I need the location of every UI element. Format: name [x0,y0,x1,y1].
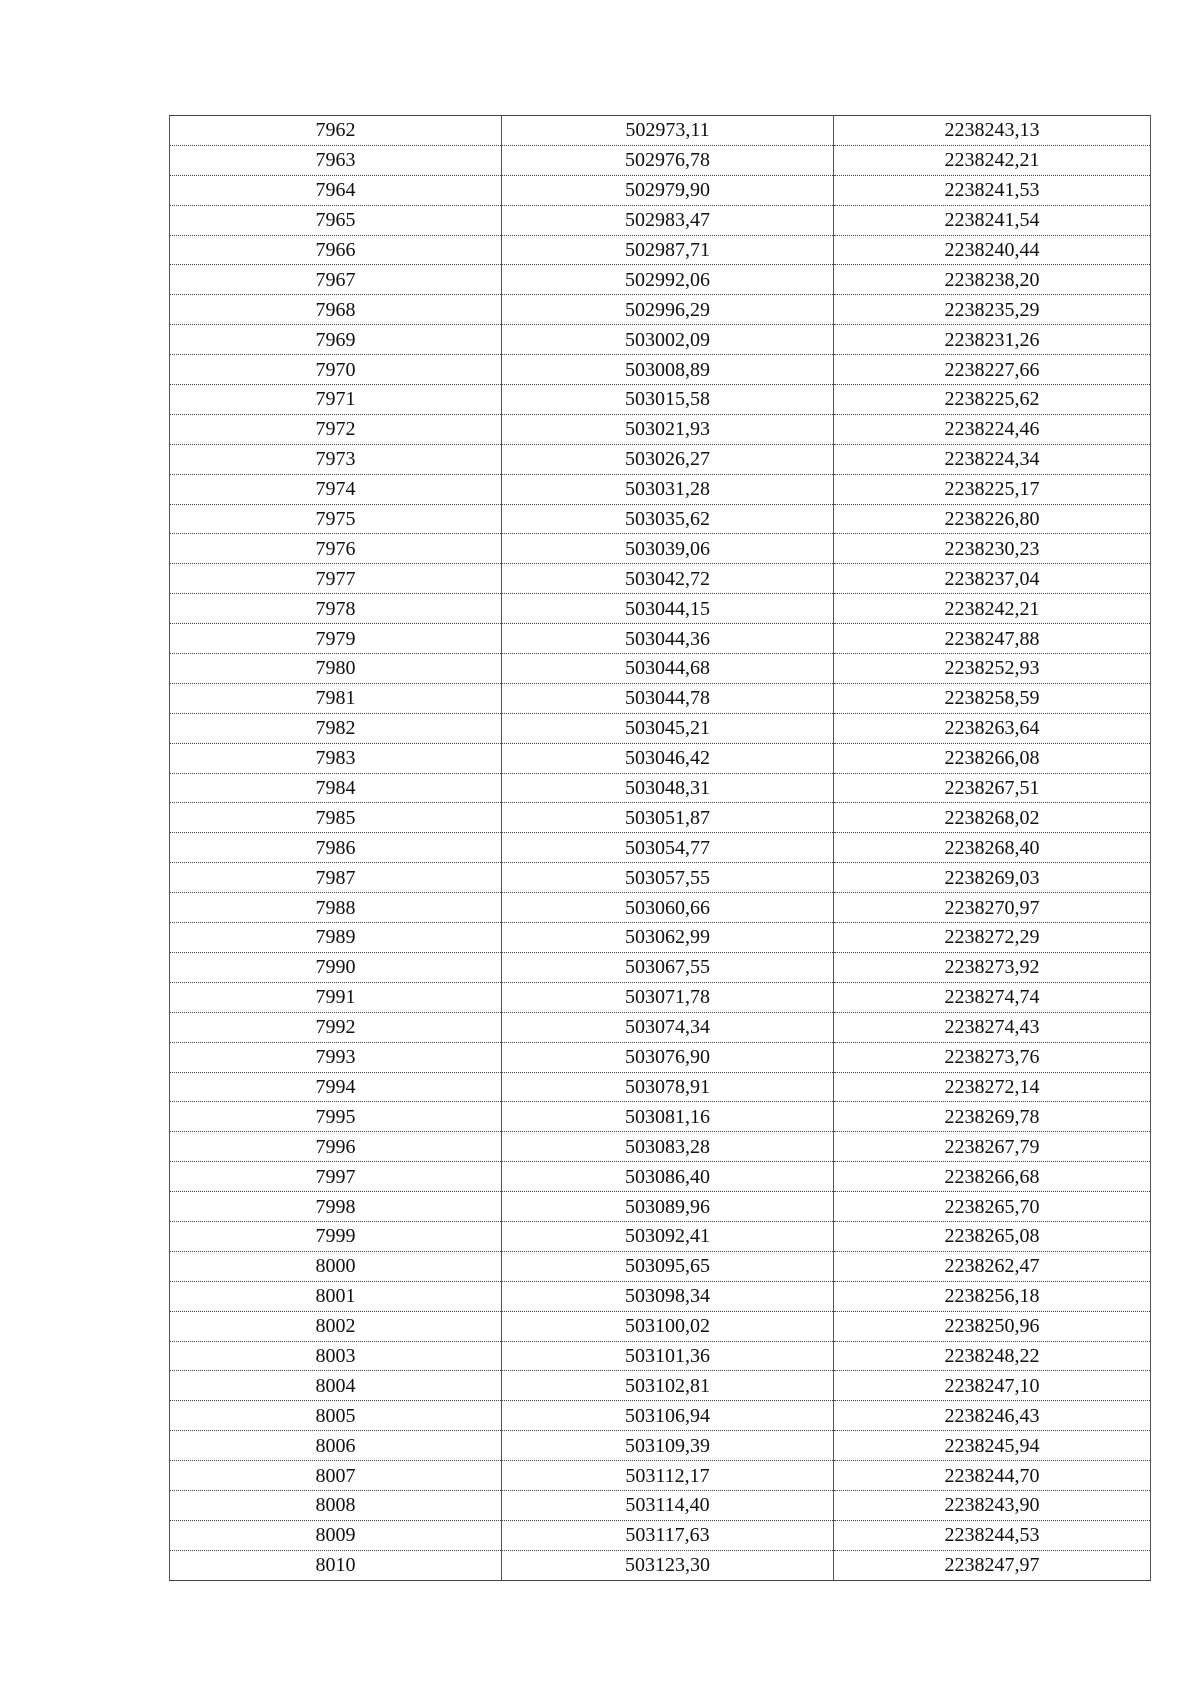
point-number-cell: 8000 [170,1251,502,1281]
x-coordinate-cell: 503102,81 [502,1371,834,1401]
table-row [170,355,1151,385]
x-coordinate-cell: 503046,42 [502,743,834,773]
point-number-cell: 8003 [170,1341,502,1371]
x-coordinate-cell: 503100,02 [502,1311,834,1341]
y-coordinate-cell: 2238274,74 [834,982,1151,1012]
x-coordinate-cell: 503026,27 [502,444,834,474]
table-row [170,803,1151,833]
table-row [170,1162,1151,1192]
x-coordinate-cell: 503089,96 [502,1192,834,1222]
point-number-cell: 7980 [170,654,502,684]
y-coordinate-cell: 2238235,29 [834,295,1151,325]
y-coordinate-cell: 2238266,68 [834,1162,1151,1192]
x-coordinate-cell: 503002,09 [502,325,834,355]
table-row [170,952,1151,982]
point-number-cell: 7973 [170,444,502,474]
y-coordinate-cell: 2238268,02 [834,803,1151,833]
point-number-cell: 8001 [170,1281,502,1311]
y-coordinate-cell: 2238242,21 [834,145,1151,175]
point-number-cell: 7971 [170,385,502,415]
x-coordinate-cell: 503067,55 [502,952,834,982]
y-coordinate-cell: 2238248,22 [834,1341,1151,1371]
y-coordinate-cell: 2238241,53 [834,175,1151,205]
table-row [170,1371,1151,1401]
point-number-cell: 7995 [170,1102,502,1132]
table-row [170,743,1151,773]
y-coordinate-cell: 2238269,03 [834,863,1151,893]
x-coordinate-cell: 503060,66 [502,893,834,923]
table-row [170,1490,1151,1520]
y-coordinate-cell: 2238247,88 [834,624,1151,654]
table-row [170,833,1151,863]
table-row [170,923,1151,953]
point-number-cell: 7975 [170,504,502,534]
table-row [170,863,1151,893]
y-coordinate-cell: 2238224,46 [834,414,1151,444]
x-coordinate-cell: 502979,90 [502,175,834,205]
y-coordinate-cell: 2238258,59 [834,683,1151,713]
point-number-cell: 7979 [170,624,502,654]
y-coordinate-cell: 2238237,04 [834,564,1151,594]
x-coordinate-cell: 503045,21 [502,713,834,743]
point-number-cell: 7976 [170,534,502,564]
x-coordinate-cell: 503076,90 [502,1042,834,1072]
y-coordinate-cell: 2238225,62 [834,385,1151,415]
x-coordinate-cell: 503044,15 [502,594,834,624]
point-number-cell: 7984 [170,773,502,803]
y-coordinate-cell: 2238252,93 [834,654,1151,684]
y-coordinate-cell: 2238247,97 [834,1550,1151,1580]
y-coordinate-cell: 2238240,44 [834,235,1151,265]
table-row [170,116,1151,146]
x-coordinate-cell: 503048,31 [502,773,834,803]
table-row [170,534,1151,564]
x-coordinate-cell: 502992,06 [502,265,834,295]
y-coordinate-cell: 2238243,13 [834,116,1151,146]
x-coordinate-cell: 503081,16 [502,1102,834,1132]
point-number-cell: 8002 [170,1311,502,1341]
table-row [170,385,1151,415]
x-coordinate-cell: 503112,17 [502,1461,834,1491]
x-coordinate-cell: 502996,29 [502,295,834,325]
x-coordinate-cell: 503114,40 [502,1490,834,1520]
point-number-cell: 7991 [170,982,502,1012]
point-number-cell: 7986 [170,833,502,863]
table-row [170,1132,1151,1162]
point-number-cell: 7993 [170,1042,502,1072]
x-coordinate-cell: 502987,71 [502,235,834,265]
y-coordinate-cell: 2238272,29 [834,923,1151,953]
table-row [170,1281,1151,1311]
x-coordinate-cell: 503086,40 [502,1162,834,1192]
table-row [170,773,1151,803]
y-coordinate-cell: 2238230,23 [834,534,1151,564]
x-coordinate-cell: 503092,41 [502,1221,834,1251]
y-coordinate-cell: 2238241,54 [834,205,1151,235]
table-row [170,1431,1151,1461]
table-row [170,265,1151,295]
x-coordinate-cell: 503054,77 [502,833,834,863]
y-coordinate-cell: 2238250,96 [834,1311,1151,1341]
coordinates-table-body [170,116,1151,1581]
point-number-cell: 7968 [170,295,502,325]
table-row [170,1102,1151,1132]
point-number-cell: 7994 [170,1072,502,1102]
x-coordinate-cell: 503031,28 [502,474,834,504]
table-row [170,1192,1151,1222]
x-coordinate-cell: 503044,78 [502,683,834,713]
point-number-cell: 7966 [170,235,502,265]
table-row [170,205,1151,235]
table-row [170,1221,1151,1251]
y-coordinate-cell: 2238265,70 [834,1192,1151,1222]
point-number-cell: 8005 [170,1401,502,1431]
x-coordinate-cell: 503035,62 [502,504,834,534]
point-number-cell: 8009 [170,1520,502,1550]
x-coordinate-cell: 503101,36 [502,1341,834,1371]
y-coordinate-cell: 2238244,70 [834,1461,1151,1491]
table-row [170,504,1151,534]
x-coordinate-cell: 503074,34 [502,1012,834,1042]
point-number-cell: 8007 [170,1461,502,1491]
y-coordinate-cell: 2238273,92 [834,952,1151,982]
x-coordinate-cell: 503062,99 [502,923,834,953]
x-coordinate-cell: 503044,36 [502,624,834,654]
table-row [170,145,1151,175]
point-number-cell: 7990 [170,952,502,982]
point-number-cell: 7983 [170,743,502,773]
point-number-cell: 8008 [170,1490,502,1520]
point-number-cell: 7974 [170,474,502,504]
y-coordinate-cell: 2238244,53 [834,1520,1151,1550]
table-row [170,594,1151,624]
point-number-cell: 7996 [170,1132,502,1162]
point-number-cell: 7967 [170,265,502,295]
table-row [170,982,1151,1012]
table-row [170,444,1151,474]
point-number-cell: 8004 [170,1371,502,1401]
table-row [170,893,1151,923]
x-coordinate-cell: 503042,72 [502,564,834,594]
y-coordinate-cell: 2238238,20 [834,265,1151,295]
y-coordinate-cell: 2238266,08 [834,743,1151,773]
point-number-cell: 7988 [170,893,502,923]
point-number-cell: 8010 [170,1550,502,1580]
coordinates-table [169,115,1151,1581]
x-coordinate-cell: 503083,28 [502,1132,834,1162]
y-coordinate-cell: 2238226,80 [834,504,1151,534]
table-row [170,1520,1151,1550]
x-coordinate-cell: 503044,68 [502,654,834,684]
table-row [170,295,1151,325]
y-coordinate-cell: 2238224,34 [834,444,1151,474]
x-coordinate-cell: 503015,58 [502,385,834,415]
point-number-cell: 7972 [170,414,502,444]
x-coordinate-cell: 503095,65 [502,1251,834,1281]
y-coordinate-cell: 2238242,21 [834,594,1151,624]
y-coordinate-cell: 2238243,90 [834,1490,1151,1520]
point-number-cell: 7962 [170,116,502,146]
x-coordinate-cell: 503117,63 [502,1520,834,1550]
point-number-cell: 7992 [170,1012,502,1042]
point-number-cell: 7969 [170,325,502,355]
table-row [170,1550,1151,1580]
x-coordinate-cell: 503057,55 [502,863,834,893]
point-number-cell: 7997 [170,1162,502,1192]
table-row [170,683,1151,713]
x-coordinate-cell: 503098,34 [502,1281,834,1311]
y-coordinate-cell: 2238246,43 [834,1401,1151,1431]
table-row [170,713,1151,743]
point-number-cell: 7965 [170,205,502,235]
table-row [170,564,1151,594]
point-number-cell: 8006 [170,1431,502,1461]
x-coordinate-cell: 502983,47 [502,205,834,235]
y-coordinate-cell: 2238225,17 [834,474,1151,504]
y-coordinate-cell: 2238256,18 [834,1281,1151,1311]
table-row [170,1461,1151,1491]
point-number-cell: 7970 [170,355,502,385]
x-coordinate-cell: 503109,39 [502,1431,834,1461]
x-coordinate-cell: 502973,11 [502,116,834,146]
y-coordinate-cell: 2238272,14 [834,1072,1151,1102]
table-row [170,1072,1151,1102]
point-number-cell: 7985 [170,803,502,833]
y-coordinate-cell: 2238267,79 [834,1132,1151,1162]
point-number-cell: 7964 [170,175,502,205]
y-coordinate-cell: 2238245,94 [834,1431,1151,1461]
table-row [170,1251,1151,1281]
y-coordinate-cell: 2238273,76 [834,1042,1151,1072]
table-row [170,624,1151,654]
y-coordinate-cell: 2238267,51 [834,773,1151,803]
y-coordinate-cell: 2238231,26 [834,325,1151,355]
point-number-cell: 7999 [170,1221,502,1251]
table-row [170,175,1151,205]
y-coordinate-cell: 2238247,10 [834,1371,1151,1401]
table-row [170,1341,1151,1371]
table-row [170,235,1151,265]
table-row [170,1311,1151,1341]
table-row [170,1012,1151,1042]
x-coordinate-cell: 502976,78 [502,145,834,175]
x-coordinate-cell: 503123,30 [502,1550,834,1580]
y-coordinate-cell: 2238268,40 [834,833,1151,863]
y-coordinate-cell: 2238227,66 [834,355,1151,385]
x-coordinate-cell: 503021,93 [502,414,834,444]
y-coordinate-cell: 2238265,08 [834,1221,1151,1251]
table-row [170,1042,1151,1072]
table-row [170,414,1151,444]
point-number-cell: 7978 [170,594,502,624]
table-row [170,325,1151,355]
x-coordinate-cell: 503078,91 [502,1072,834,1102]
table-row [170,654,1151,684]
point-number-cell: 7987 [170,863,502,893]
x-coordinate-cell: 503106,94 [502,1401,834,1431]
point-number-cell: 7998 [170,1192,502,1222]
y-coordinate-cell: 2238274,43 [834,1012,1151,1042]
x-coordinate-cell: 503008,89 [502,355,834,385]
x-coordinate-cell: 503039,06 [502,534,834,564]
point-number-cell: 7981 [170,683,502,713]
y-coordinate-cell: 2238263,64 [834,713,1151,743]
point-number-cell: 7977 [170,564,502,594]
table-row [170,1401,1151,1431]
y-coordinate-cell: 2238270,97 [834,893,1151,923]
point-number-cell: 7982 [170,713,502,743]
y-coordinate-cell: 2238269,78 [834,1102,1151,1132]
point-number-cell: 7963 [170,145,502,175]
point-number-cell: 7989 [170,923,502,953]
x-coordinate-cell: 503071,78 [502,982,834,1012]
x-coordinate-cell: 503051,87 [502,803,834,833]
y-coordinate-cell: 2238262,47 [834,1251,1151,1281]
table-row [170,474,1151,504]
